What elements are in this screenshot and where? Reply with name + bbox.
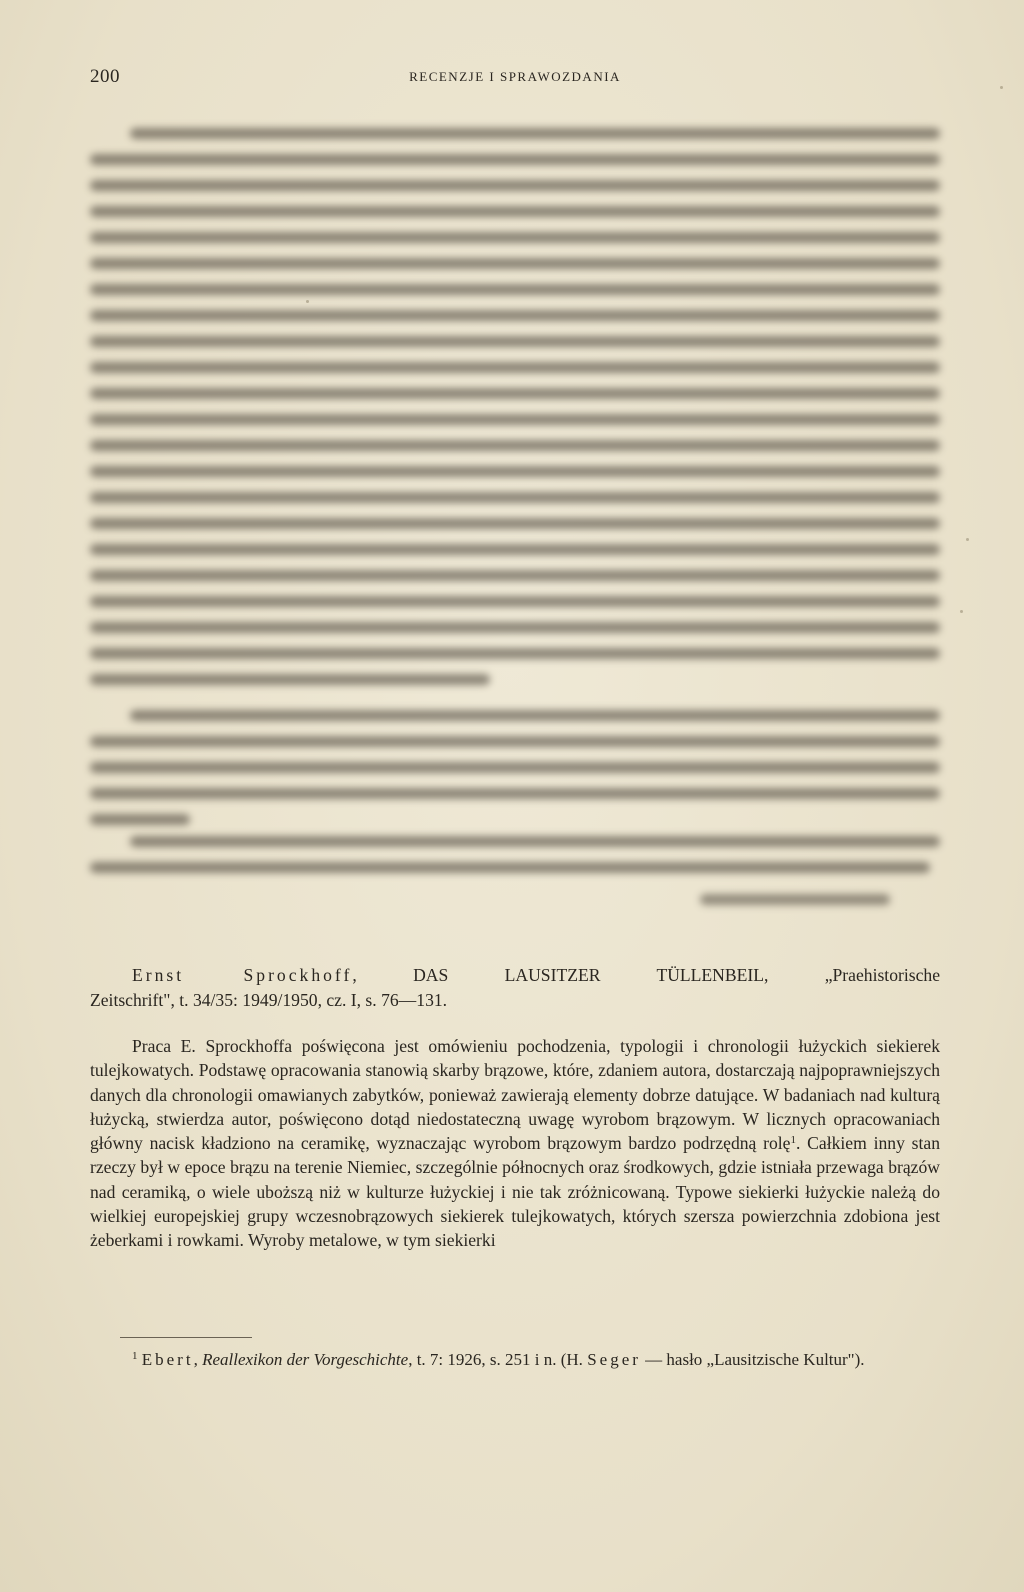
paper-speck [966, 538, 969, 541]
blurred-line [90, 284, 940, 295]
footnote-rule [120, 1337, 252, 1338]
blurred-line [90, 570, 940, 581]
blurred-line [90, 388, 940, 399]
blurred-line [90, 258, 940, 269]
blurred-line [90, 862, 930, 873]
blurred-line [90, 674, 490, 685]
page-number: 200 [90, 66, 120, 87]
paper-speck [306, 300, 309, 303]
entry-author: Ernst Sprockhoff [132, 965, 353, 985]
review-entry-heading [90, 963, 940, 1013]
entry-title: , DAS LAUSITZER TÜLLENBEIL, „Praehistorische [352, 965, 940, 985]
blurred-line [90, 466, 940, 477]
blurred-line [90, 622, 940, 633]
blurred-line [90, 414, 940, 425]
blurred-line [90, 788, 940, 799]
review-body [90, 1034, 940, 1253]
paper-speck [960, 610, 963, 613]
blurred-line [130, 710, 940, 721]
blurred-signature [700, 894, 890, 905]
blurred-line [90, 544, 940, 555]
blurred-line [90, 762, 940, 773]
blurred-line [90, 336, 940, 347]
footnote-ref: 1 [790, 1134, 796, 1147]
blurred-line [90, 310, 940, 321]
blurred-line [90, 206, 940, 217]
footnote: $^1$ Ebert, Reallexikon der Vorgeschichte, t. 7: 1926, s. 251 i n. (H. Seger — hasło „Lausitzische Kultur"). [132, 1350, 865, 1369]
footnote-number: 1 [132, 1350, 138, 1362]
running-head: RECENZJE I SPRAWOZDANIA [409, 69, 621, 84]
blurred-text-block [90, 124, 940, 914]
blurred-line [90, 154, 940, 165]
blurred-line [90, 596, 940, 607]
paper-speck [1000, 86, 1003, 89]
blurred-line [130, 128, 940, 139]
page-header [90, 66, 940, 90]
blurred-line [90, 814, 190, 825]
footnote-author: Ebert [141, 1350, 194, 1369]
entry-publication: Zeitschrift", t. 34/35: 1949/1950, cz. I, s. 76—131. [90, 990, 448, 1010]
footnote-title: Reallexikon der Vorgeschichte [202, 1350, 409, 1369]
blurred-line [130, 836, 940, 847]
blurred-line [90, 736, 940, 747]
blurred-line [90, 492, 940, 503]
footnote-author2: Seger [587, 1350, 641, 1369]
blurred-line [90, 362, 940, 373]
blurred-line [90, 518, 940, 529]
blurred-line [90, 440, 940, 451]
body-paragraph: Praca E. Sprockhoffa poświęcona jest omówieniu pochodzenia, typologii i chronologii łużyckich siekierek tulejkowatych. Podstawę opracowania stanowią skarby brązowe, które, zdaniem autora, dostarczają najpoprawniejszych danych dla chronologii omawianych zabytków, ponieważ zawierają elementy dobrze datujące. W badaniach nad kulturą łużycką, stwierdza autor, poświęcono dotąd niedostateczną uwagę wyrobom brązowym. W licznych opracowaniach główny nacisk kładziono na ceramikę, wyznaczając wyrobom brązowym bardzo podrzędną rolę$^1$. Całkiem inny stan rzeczy był w epoce brązu na terenie Niemiec, szczególnie północnych oraz środkowych, gdzie istniała przewaga brązów nad ceramiką, o wiele uboższą niż w kulturze łużyckiej i nie tak zróżnicowaną. Typowe siekierki łużyckie należą do wielkiej europejskiej grupy wczesnobrązowych siekierek tulejkowatych, których szersza powierzchnia zdobiona jest żeberkami i rowkami. Wyroby metalowe, w tym siekierki [90, 1036, 940, 1251]
blurred-line [90, 648, 940, 659]
blurred-line [90, 180, 940, 191]
blurred-line [90, 232, 940, 243]
